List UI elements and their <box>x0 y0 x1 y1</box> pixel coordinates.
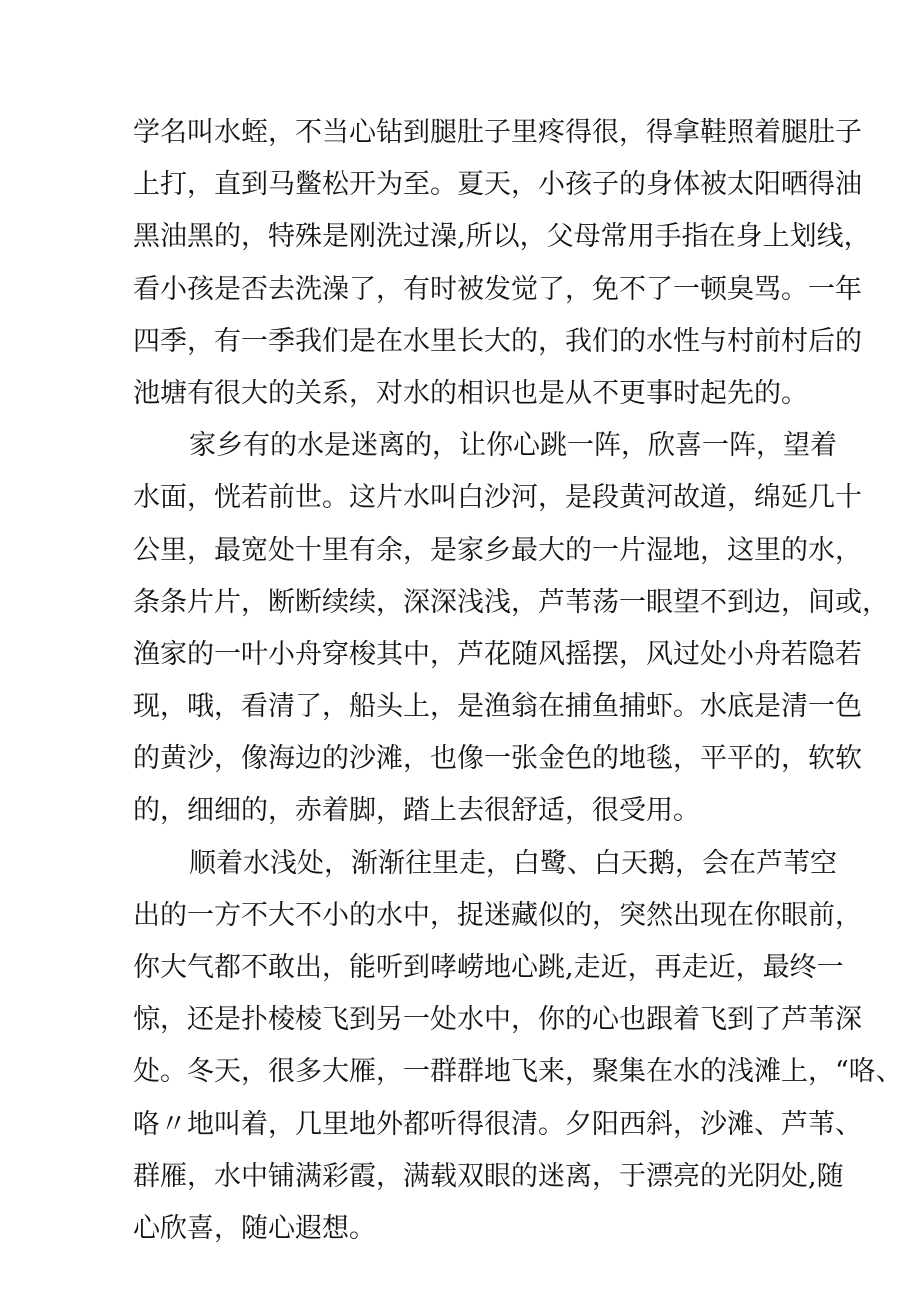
text-line: 池塘有很大的关系，对水的相识也是从不更事时起先的。 <box>133 377 808 409</box>
text-line: 水面，恍若前世。这片水叫白沙河，是段黄河故道，绵延几十 <box>133 482 862 514</box>
text-line: 出的一方不大不小的水中，捉迷藏似的，突然出现在你眼前， <box>133 899 862 931</box>
text-line: 的黄沙，像海边的沙滩，也像一张金色的地毯，平平的，软软 <box>133 743 862 775</box>
text-line: 渔家的一叶小舟穿梭其中，芦花随风摇摆，风过处小舟若隐若 <box>133 638 862 670</box>
body-text <box>133 107 903 1255</box>
text-line: 上打，直到马鳖松开为至。夏天，小孩子的身体被太阳晒得油 <box>133 169 862 201</box>
paragraph <box>133 107 871 420</box>
text-line: 学名叫水蛭，不当心钻到腿肚子里疼得很，得拿鞋照着腿肚子 <box>133 117 862 148</box>
text-line: 黑油黑的，特殊是刚洗过澡,所以，父母常用手指在身上划线， <box>133 221 871 253</box>
paragraph <box>133 838 903 1256</box>
text-line: 你大气都不敢出，能听到哮崂地心跳,走近，再走近，最终一 <box>133 952 844 983</box>
text-line: 处。冬天，很多大雁，一群群地飞来，聚集在水的浅滩上，“咯、 <box>133 1056 903 1088</box>
text-line: 条条片片，断断续续，深深浅浅，芦苇荡一眼望不到边，间或， <box>133 586 889 618</box>
text-line: 四季，有一季我们是在水里长大的，我们的水性与村前村后的 <box>133 325 862 357</box>
text-line: 顺着水浅处，渐渐往里走，白鹭、白天鹅，会在芦苇空 <box>189 847 837 879</box>
text-line: 惊，还是扑棱棱飞到另一处水中，你的心也跟着飞到了芦苇深 <box>133 1004 862 1036</box>
text-line: 公里，最宽处十里有余，是家乡最大的一片湿地，这里的水， <box>133 534 862 566</box>
text-line: 的，细细的，赤着脚，踏上去很舒适，很受用。 <box>133 795 700 827</box>
text-line: 咯〃地叫着，几里地外都听得很清。夕阳西斜，沙滩、芦苇、 <box>133 1108 862 1140</box>
paragraph <box>133 420 889 838</box>
text-line: 现，哦，看清了，船头上，是渔翁在捕鱼捕虾。水底是清一色 <box>133 691 862 723</box>
text-line: 心欣喜，随心遐想。 <box>133 1212 376 1244</box>
text-line: 家乡有的水是迷离的，让你心跳一阵，欣喜一阵，望着 <box>189 430 837 462</box>
text-line: 群雁，水中铺满彩霞，满载双眼的迷离，于漂亮的光阴处,随 <box>133 1160 844 1192</box>
text-line: 看小孩是否去洗澡了，有时被发觉了，免不了一顿臭骂。一年 <box>133 273 862 305</box>
